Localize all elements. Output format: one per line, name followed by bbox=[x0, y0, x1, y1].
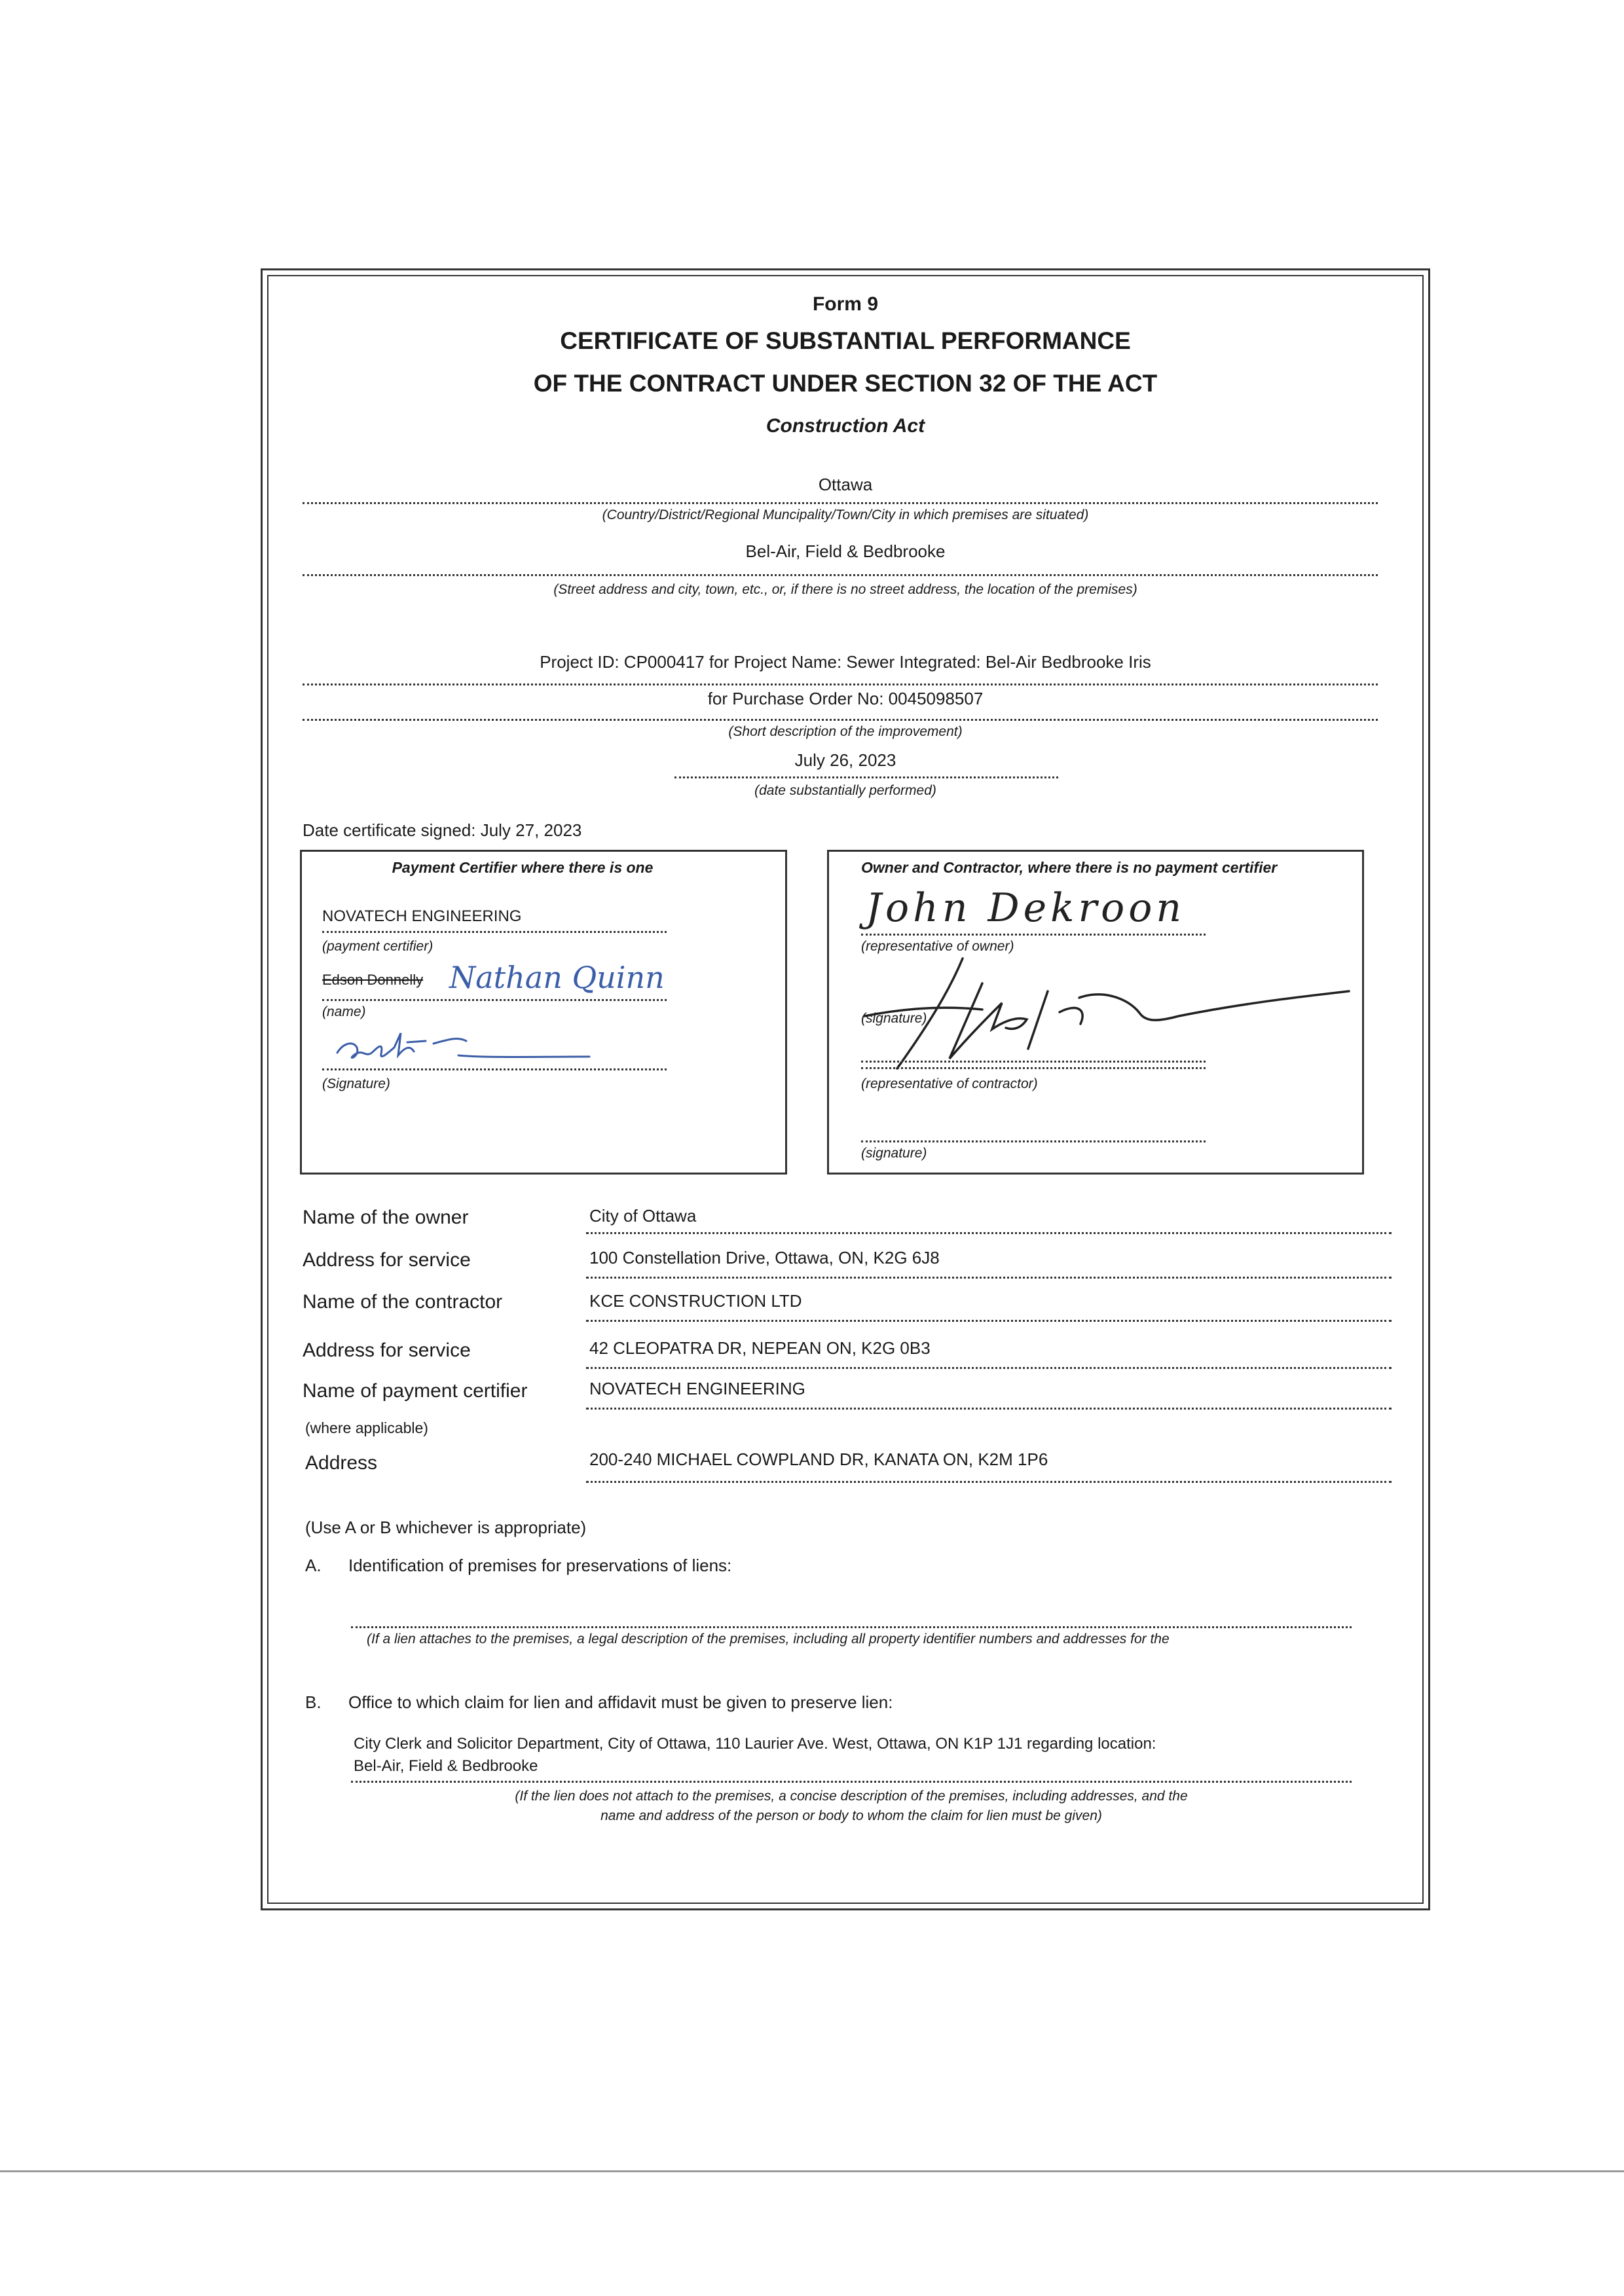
option-a-rule bbox=[351, 1626, 1352, 1628]
date-performed-value: July 26, 2023 bbox=[794, 750, 896, 770]
option-b-value-line1: City Clerk and Solicitor Department, City of Ottawa, 110 Laurier Ave. West, Ottawa, ON K1P 1J1 regarding location: bbox=[354, 1735, 1156, 1753]
contractor-address-rule bbox=[586, 1367, 1392, 1369]
contractor-name-value: KCE CONSTRUCTION LTD bbox=[589, 1291, 802, 1311]
payment-certifier-name-label: Name of payment certifier bbox=[303, 1380, 528, 1402]
payment-certifier-heading: Payment Certifier where there is one bbox=[392, 859, 654, 876]
payment-certifier-address-value: 200-240 MICHAEL COWPLAND DR, KANATA ON, K2M 1P6 bbox=[589, 1449, 1048, 1469]
payment-certifier-address-label: Address bbox=[305, 1452, 378, 1474]
owner-signature bbox=[851, 951, 1356, 1075]
date-certificate-signed: Date certificate signed: July 27, 2023 bbox=[303, 820, 582, 840]
owner-contractor-heading: Owner and Contractor, where there is no payment certifier bbox=[861, 859, 1278, 876]
struck-name: Edson Donnelly bbox=[322, 972, 424, 988]
contractor-rep-rule bbox=[861, 1067, 1206, 1069]
date-performed-rule bbox=[674, 776, 1058, 778]
municipality-value: Ottawa bbox=[818, 475, 873, 494]
contractor-name-rule bbox=[586, 1320, 1392, 1322]
option-b-letter: B. bbox=[305, 1692, 322, 1712]
improvement-caption: (Short description of the improvement) bbox=[728, 724, 963, 739]
option-a-text: Identification of premises for preservations of liens: bbox=[348, 1556, 732, 1575]
signature-rule bbox=[322, 1068, 667, 1070]
contractor-signature-caption: (signature) bbox=[861, 1146, 927, 1161]
contractor-address-value: 42 CLEOPATRA DR, NEPEAN ON, K2G 0B3 bbox=[589, 1338, 931, 1358]
options-intro: (Use A or B whichever is appropriate) bbox=[305, 1518, 587, 1537]
option-b-rule bbox=[351, 1781, 1352, 1783]
date-performed-caption: (date substantially performed) bbox=[754, 783, 936, 798]
handwritten-owner-rep: John Dekroon bbox=[866, 885, 1186, 931]
improvement-line1: Project ID: CP000417 for Project Name: Sewer Integrated: Bel-Air Bedbrooke Iris bbox=[540, 652, 1151, 672]
contractor-signature-rule bbox=[861, 1140, 1206, 1142]
payment-certifier-name-value: NOVATECH ENGINEERING bbox=[589, 1379, 805, 1398]
payment-certifier-name-rule bbox=[586, 1408, 1392, 1410]
scan-edge-line bbox=[0, 2170, 1624, 2172]
payment-certifier-caption: (payment certifier) bbox=[322, 939, 434, 954]
payment-certifier-value: NOVATECH ENGINEERING bbox=[322, 907, 522, 925]
option-a-letter: A. bbox=[305, 1556, 322, 1575]
municipality-caption: (Country/District/Regional Muncipality/Town/City in which premises are situated) bbox=[602, 507, 1089, 522]
act-name: Construction Act bbox=[766, 415, 925, 437]
contractor-rep-caption: (representative of contractor) bbox=[861, 1076, 1038, 1091]
street-value: Bel-Air, Field & Bedbrooke bbox=[745, 541, 946, 561]
owner-rep-caption: (representative of owner) bbox=[861, 939, 1014, 954]
name-caption: (name) bbox=[322, 1004, 366, 1019]
payment-certifier-box bbox=[300, 850, 787, 1175]
form-title-line1: CERTIFICATE OF SUBSTANTIAL PERFORMANCE bbox=[560, 327, 1131, 354]
contractor-name-label: Name of the contractor bbox=[303, 1291, 503, 1313]
option-a-caption: (If a lien attaches to the premises, a legal description of the premises, including all property identifier numbers and addresses for the bbox=[367, 1631, 1170, 1647]
improvement-line1-rule bbox=[303, 683, 1378, 685]
owner-name-label: Name of the owner bbox=[303, 1207, 469, 1228]
option-b-text: Office to which claim for lien and affidavit must be given to preserve lien: bbox=[348, 1692, 893, 1712]
owner-address-label: Address for service bbox=[303, 1249, 471, 1271]
where-applicable-note: (where applicable) bbox=[305, 1419, 428, 1436]
owner-name-value: City of Ottawa bbox=[589, 1206, 697, 1226]
street-caption: (Street address and city, town, etc., or, if there is no street address, the location of the premises) bbox=[553, 582, 1137, 597]
option-b-caption-line1: (If the lien does not attach to the premises, a concise description of the premises, including addresses, and the bbox=[515, 1789, 1188, 1804]
improvement-line2-rule bbox=[303, 719, 1378, 721]
form-title-line2: OF THE CONTRACT UNDER SECTION 32 OF THE ACT bbox=[533, 370, 1158, 397]
owner-signature-caption: (signature) bbox=[861, 1011, 927, 1026]
contractor-address-label: Address for service bbox=[303, 1339, 471, 1361]
payment-certifier-address-rule bbox=[586, 1481, 1392, 1483]
form-number: Form 9 bbox=[812, 293, 879, 315]
signature-caption: (Signature) bbox=[322, 1076, 390, 1091]
owner-signature-rule bbox=[861, 1061, 1206, 1063]
municipality-line bbox=[303, 502, 1378, 504]
owner-address-rule bbox=[586, 1277, 1392, 1279]
owner-rep-rule bbox=[861, 934, 1206, 936]
improvement-line2: for Purchase Order No: 0045098507 bbox=[707, 689, 984, 708]
payment-certifier-rule bbox=[322, 931, 667, 933]
name-rule bbox=[322, 999, 667, 1001]
option-b-caption-line2: name and address of the person or body to whom the claim for lien must be given) bbox=[600, 1808, 1102, 1823]
option-b-value-line2: Bel-Air, Field & Bedbrooke bbox=[354, 1757, 538, 1775]
owner-name-rule bbox=[586, 1232, 1392, 1234]
certifier-signature bbox=[327, 1028, 602, 1067]
street-line bbox=[303, 574, 1378, 576]
handwritten-certifier-name: Nathan Quinn bbox=[449, 960, 665, 995]
owner-address-value: 100 Constellation Drive, Ottawa, ON, K2G 6J8 bbox=[589, 1248, 940, 1267]
